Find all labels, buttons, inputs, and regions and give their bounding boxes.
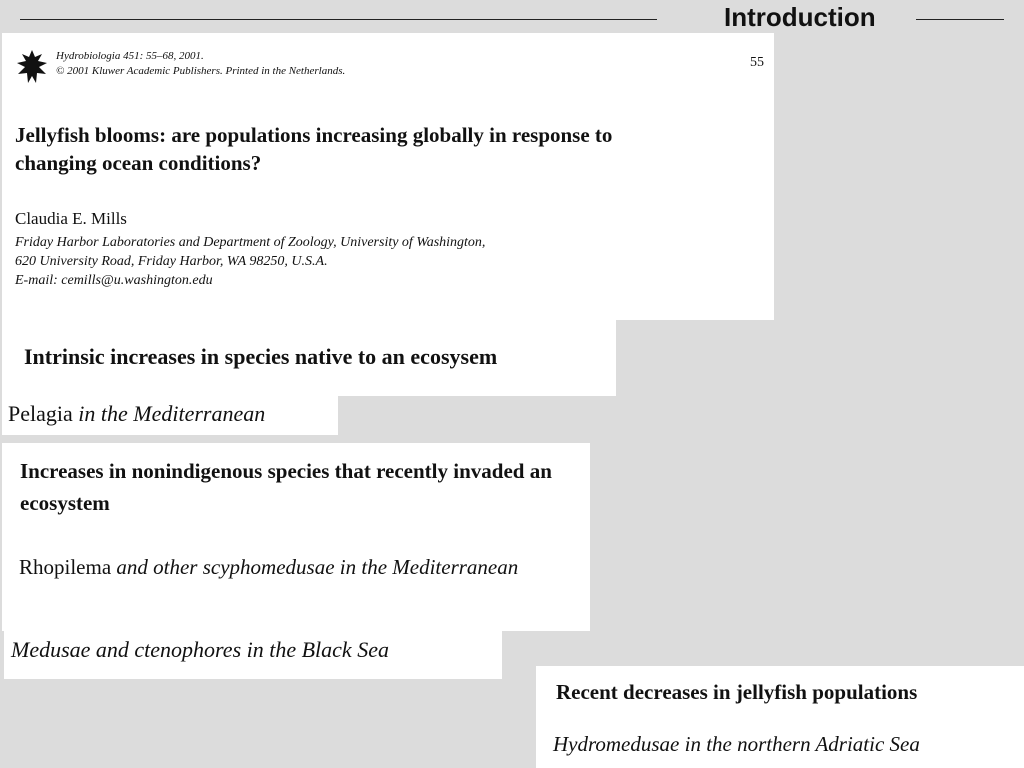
- rhopilema-example: [19, 551, 539, 584]
- email-line: E-mail: cemills@u.washington.edu: [15, 273, 213, 288]
- slide-title: Introduction: [724, 2, 876, 32]
- rhopilema-genus: Rhopilema: [19, 555, 112, 579]
- pelagia-location: in the Mediterranean: [72, 401, 266, 426]
- paper-header-snippet: [2, 33, 774, 320]
- title-rule-right: [916, 19, 1004, 20]
- pelagia-example-box: [2, 396, 338, 435]
- intrinsic-increases-box: [2, 320, 616, 396]
- intrinsic-increases-heading: Intrinsic increases in species native to an ecosysem: [24, 344, 498, 369]
- recent-decreases-box: [536, 666, 1024, 768]
- rhopilema-location: and other scyphomedusae in the Mediterranean: [111, 555, 519, 579]
- recent-decreases-heading: Recent decreases in jellyfish populations: [556, 680, 918, 704]
- publisher-logo-icon: [16, 49, 48, 85]
- journal-citation: Hydrobiologia 451: 55–68, 2001.: [56, 50, 204, 62]
- copyright-notice: © 2001 Kluwer Academic Publishers. Printed in the Netherlands.: [56, 65, 346, 77]
- black-sea-example-box: [4, 631, 502, 679]
- nonindigenous-increases-box: [2, 443, 590, 631]
- page-number: 55: [750, 55, 764, 70]
- pelagia-example: [8, 401, 265, 427]
- affiliation-line: Friday Harbor Laboratories and Department of Zoology, University of Washington,: [15, 235, 486, 250]
- title-rule-left: [20, 19, 657, 20]
- address-line: 620 University Road, Friday Harbor, WA 98250, U.S.A.: [15, 254, 328, 269]
- pelagia-genus: Pelagia: [8, 401, 73, 426]
- nonindigenous-increases-heading: Increases in nonindigenous species that recently invaded an ecosystem: [20, 459, 552, 515]
- black-sea-example: Medusae and ctenophores in the Black Sea: [11, 637, 389, 662]
- author-affiliation: [15, 233, 635, 290]
- paper-title: Jellyfish blooms: are populations increasing globally in response to changing ocean conditions?: [15, 123, 613, 175]
- adriatic-example: Hydromedusae in the northern Adriatic Sea: [553, 732, 920, 756]
- author-name: Claudia E. Mills: [15, 209, 127, 228]
